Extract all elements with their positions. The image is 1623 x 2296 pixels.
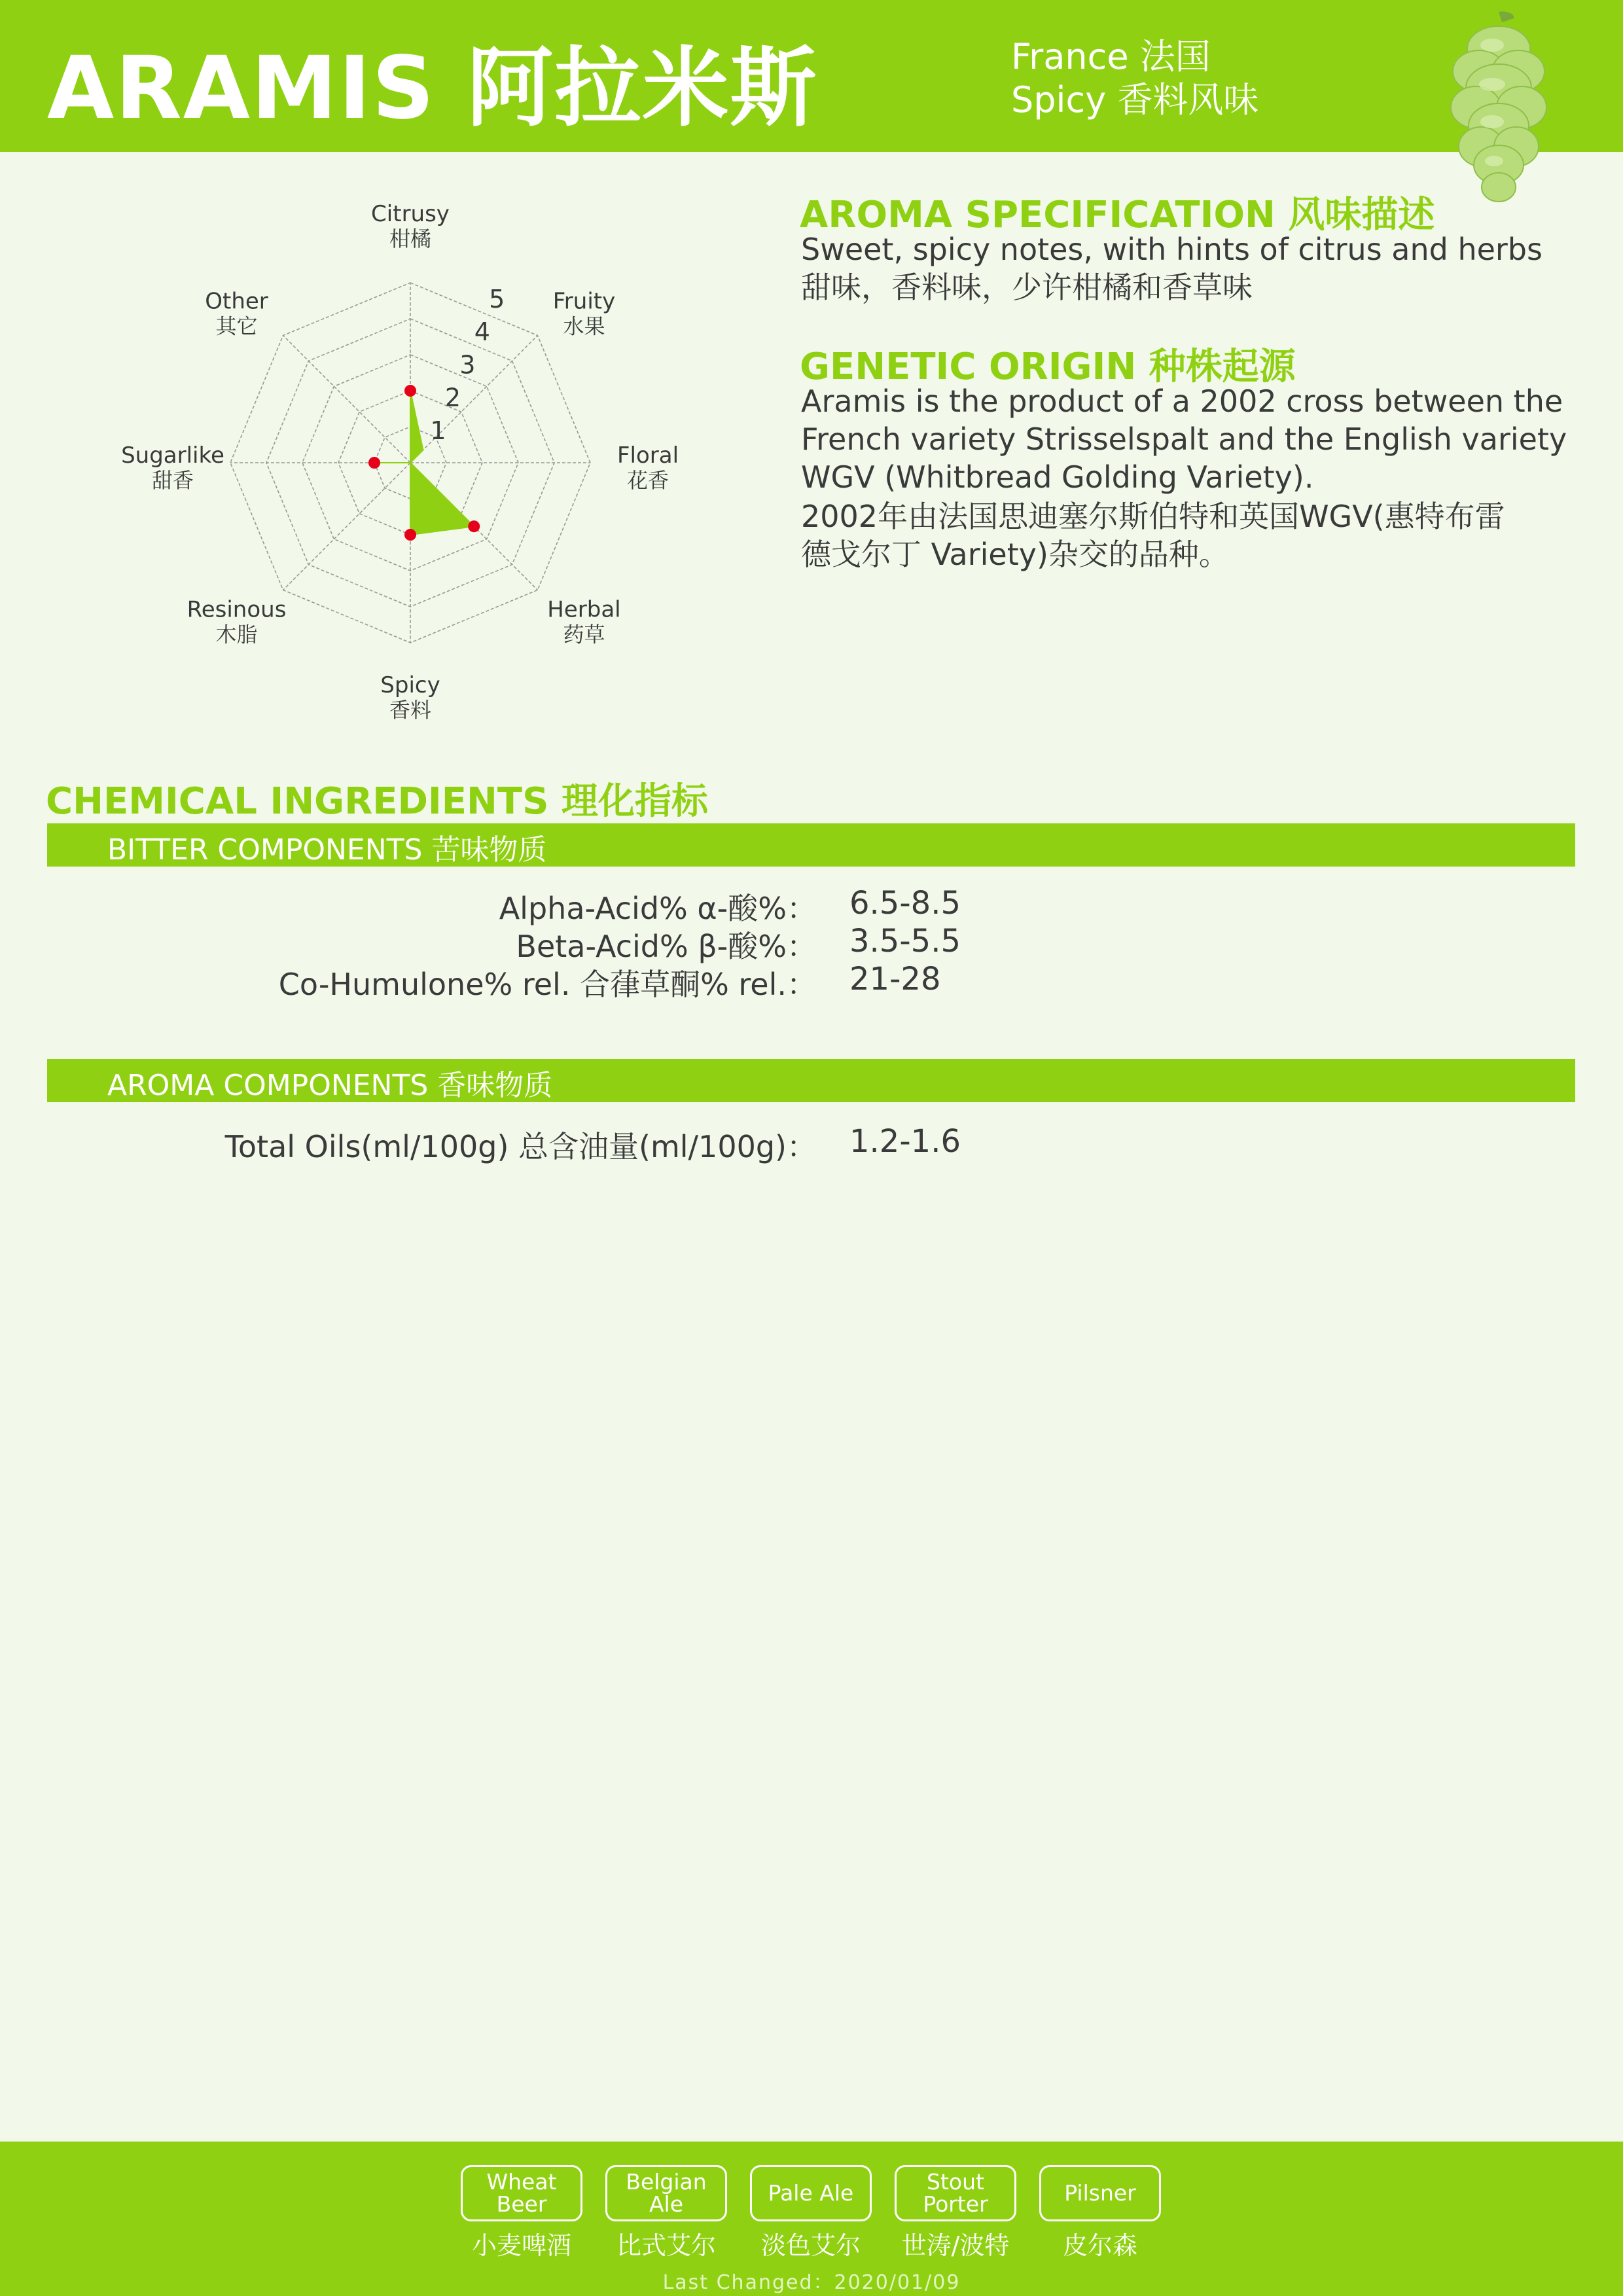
spec-label: Co-Humulone% rel. 合葎草酮% rel.：: [278, 967, 817, 1002]
last-changed-date: Last Changed：2020/01/09: [662, 2271, 961, 2294]
spec-label: Beta-Acid% β-酸%：: [516, 929, 817, 964]
spec-value: 1.2-1.6: [849, 1123, 961, 1160]
spec-row-alpha-acid: [0, 885, 1623, 924]
radar-axis-label: Fruity: [552, 288, 616, 315]
genetic-origin-line-3: WGV (Whitbread Golding Variety).: [801, 459, 1314, 495]
style-chip-label: Wheat Beer: [486, 2169, 557, 2217]
bitter-components-label: BITTER COMPONENTS 苦味物质: [107, 833, 547, 867]
style-chip-cn: 世涛/波特: [901, 2231, 1010, 2260]
chemical-ingredients-heading: CHEMICAL INGREDIENTS 理化指标: [46, 780, 708, 823]
genetic-origin-line-4: 2002年由法国思迪塞尔斯伯特和英国WGV(惠特布雷: [801, 499, 1505, 534]
spec-value: 21-28: [849, 961, 941, 997]
radar-scale-tick: 5: [489, 284, 505, 314]
genetic-origin-line-5: 德戈尔丁 Variety)杂交的品种。: [801, 537, 1229, 572]
style-chip-label: Pale Ale: [768, 2180, 854, 2206]
radar-axis-label: Citrusy: [371, 201, 450, 227]
style-chip-stout-porter: [895, 2165, 1016, 2221]
radar-axis-label-cn: 甜香: [151, 468, 194, 493]
spec-label: Total Oils(ml/100g) 总含油量(ml/100g)：: [224, 1129, 817, 1164]
aroma-components-label: AROMA COMPONENTS 香味物质: [107, 1069, 553, 1102]
spec-value: 6.5-8.5: [849, 885, 961, 922]
radar-axis-label: Spicy: [380, 672, 440, 698]
radar-data-point: [404, 385, 416, 397]
radar-axis-label-cn: 水果: [563, 314, 605, 339]
spec-row-co-humulone: [0, 961, 1623, 1000]
style-chip-pale-ale: [750, 2165, 872, 2221]
style-chip-wheat-beer: [461, 2165, 582, 2221]
style-chip-label: Pilsner: [1064, 2180, 1136, 2206]
bitter-components-band: [47, 823, 1575, 867]
radar-axis-label: Other: [205, 288, 268, 315]
style-chip-label: Belgian Ale: [626, 2169, 707, 2217]
hop-variety-title: ARAMIS 阿拉米斯: [47, 38, 818, 139]
radar-scale-tick: 1: [430, 416, 446, 445]
spec-row-total-oils: [0, 1123, 1623, 1162]
aroma-description-en: Sweet, spicy notes, with hints of citrus and herbs: [801, 232, 1543, 267]
radar-axis-label: Herbal: [547, 596, 621, 623]
radar-axis-label-cn: 其它: [215, 314, 258, 339]
spec-row-beta-acid: [0, 923, 1623, 962]
radar-scale-tick: 4: [474, 317, 490, 347]
style-chip-label: Stout Porter: [923, 2169, 988, 2217]
style-chip-cn: 小麦啤酒: [471, 2231, 571, 2260]
radar-axis-label-cn: 木脂: [215, 622, 258, 647]
style-chip-cn: 皮尔森: [1062, 2231, 1137, 2260]
genetic-origin-heading: GENETIC ORIGIN 种株起源: [800, 346, 1296, 388]
radar-axis-label: Sugarlike: [121, 442, 224, 469]
radar-scale-tick: 2: [444, 383, 461, 412]
radar-axis-label: Floral: [616, 442, 679, 469]
radar-axis-label-cn: 柑橘: [389, 226, 432, 251]
radar-scale-tick: 3: [459, 350, 476, 380]
radar-axis-label-cn: 药草: [563, 622, 605, 647]
aroma-spec-heading: AROMA SPECIFICATION 风味描述: [800, 194, 1435, 236]
radar-axis-label-cn: 香料: [389, 698, 432, 723]
aroma-radar-chart: [65, 177, 753, 766]
radar-data-point: [468, 520, 480, 532]
spec-label: Alpha-Acid% α-酸%：: [499, 891, 817, 926]
radar-axis-label-cn: 花香: [626, 468, 669, 493]
radar-data-point: [368, 457, 380, 469]
origin-label: France 法国: [1011, 36, 1211, 77]
style-chip-cn: 淡色艾尔: [760, 2231, 861, 2260]
header-bar: [0, 0, 1623, 152]
radar-data-point: [404, 529, 416, 541]
spec-value: 3.5-5.5: [849, 923, 961, 960]
style-chip-cn: 比式艾尔: [616, 2231, 716, 2260]
style-chip-belgian-ale: [605, 2165, 727, 2221]
footer-bar: [0, 2142, 1623, 2296]
genetic-origin-line-2: French variety Strisselspalt and the English variety: [801, 422, 1567, 457]
aroma-type-label: Spicy 香料风味: [1011, 79, 1259, 120]
hop-cone-image: [1436, 9, 1561, 206]
genetic-origin-line-1: Aramis is the product of a 2002 cross between the: [801, 384, 1563, 419]
aroma-description-cn: 甜味，香料味，少许柑橘和香草味: [801, 270, 1253, 305]
style-chip-pilsner: [1039, 2165, 1161, 2221]
radar-axis-label: Resinous: [187, 596, 287, 623]
aroma-components-band: [47, 1059, 1575, 1102]
